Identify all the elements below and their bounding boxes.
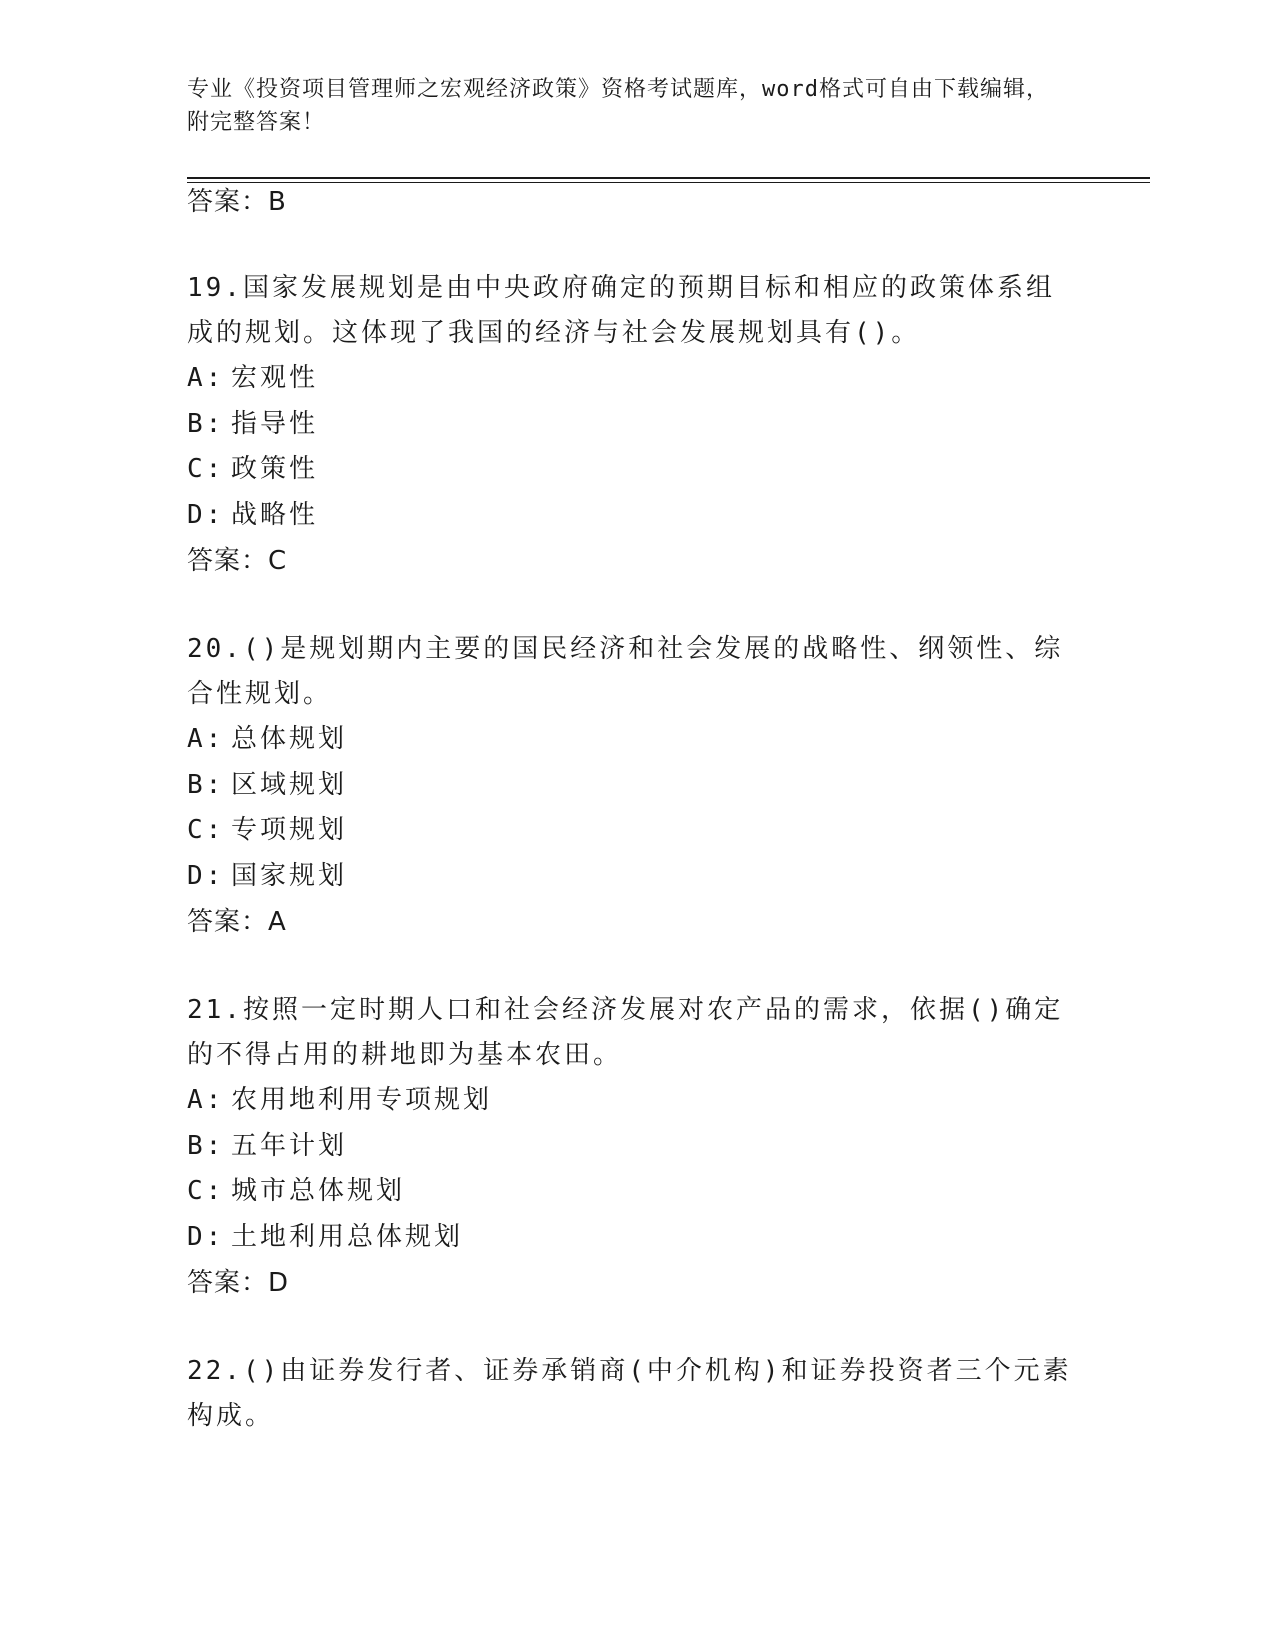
question-19 [187,266,1087,584]
option-d [187,854,1087,900]
option-key: D: [187,1221,225,1252]
option-text: 农用地利用专项规划 [231,1085,493,1115]
option-key: C: [187,454,225,484]
option-key: A: [187,724,225,754]
option-key: A: [187,1085,225,1115]
option-b [187,402,1087,448]
question-21 [187,988,1087,1306]
question-stem: 21.按照一定时期人口和社会经济发展对农产品的需求，依据()确定的不得占用的耕地即为基本农田。 [187,995,1064,1070]
option-d [187,1215,1087,1261]
option-text: 区域规划 [231,769,348,800]
option-key: B: [187,408,225,439]
question-stem: 19.国家发展规划是由中央政府确定的预期目标和相应的政策体系组成的规划。这体现了我国的经济与社会发展规划具有()。 [187,273,1055,348]
option-text: 土地利用总体规划 [231,1221,464,1252]
option-a [187,717,1087,763]
page-header: 专业《投资项目管理师之宏观经济政策》资格考试题库，word格式可自由下载编辑，附完整答案！ [187,77,1049,135]
question-stem: 22.()由证券发行者、证券承销商(中介机构)和证券投资者三个元素构成。 [187,1356,1072,1431]
option-c [187,808,1087,854]
option-text: 国家规划 [231,860,348,891]
option-a [187,1078,1087,1124]
question-20 [187,627,1087,945]
question-stem: 20.()是规划期内主要的国民经济和社会发展的战略性、纲领性、综合性规划。 [187,634,1064,709]
option-key: B: [187,769,225,800]
answer: 答案：D [187,1268,290,1298]
option-key: D: [187,499,225,530]
option-c [187,447,1087,493]
answer: 答案：C [187,546,288,576]
answer: 答案：A [187,907,287,937]
option-text: 总体规划 [231,724,348,754]
option-c [187,1169,1087,1215]
option-key: D: [187,860,225,891]
question-22 [187,1349,1087,1439]
option-d [187,493,1087,539]
option-key: C: [187,815,225,845]
option-text: 政策性 [231,454,319,484]
option-text: 五年计划 [231,1130,348,1161]
previous-answer: 答案：B [187,187,287,217]
option-text: 城市总体规划 [231,1176,406,1206]
option-text: 专项规划 [231,815,348,845]
option-text: 指导性 [231,408,319,439]
option-b [187,763,1087,809]
option-text: 宏观性 [231,363,319,393]
option-key: B: [187,1130,225,1161]
option-key: C: [187,1176,225,1206]
option-b [187,1124,1087,1170]
option-text: 战略性 [231,499,319,530]
option-key: A: [187,363,225,393]
option-a [187,356,1087,402]
